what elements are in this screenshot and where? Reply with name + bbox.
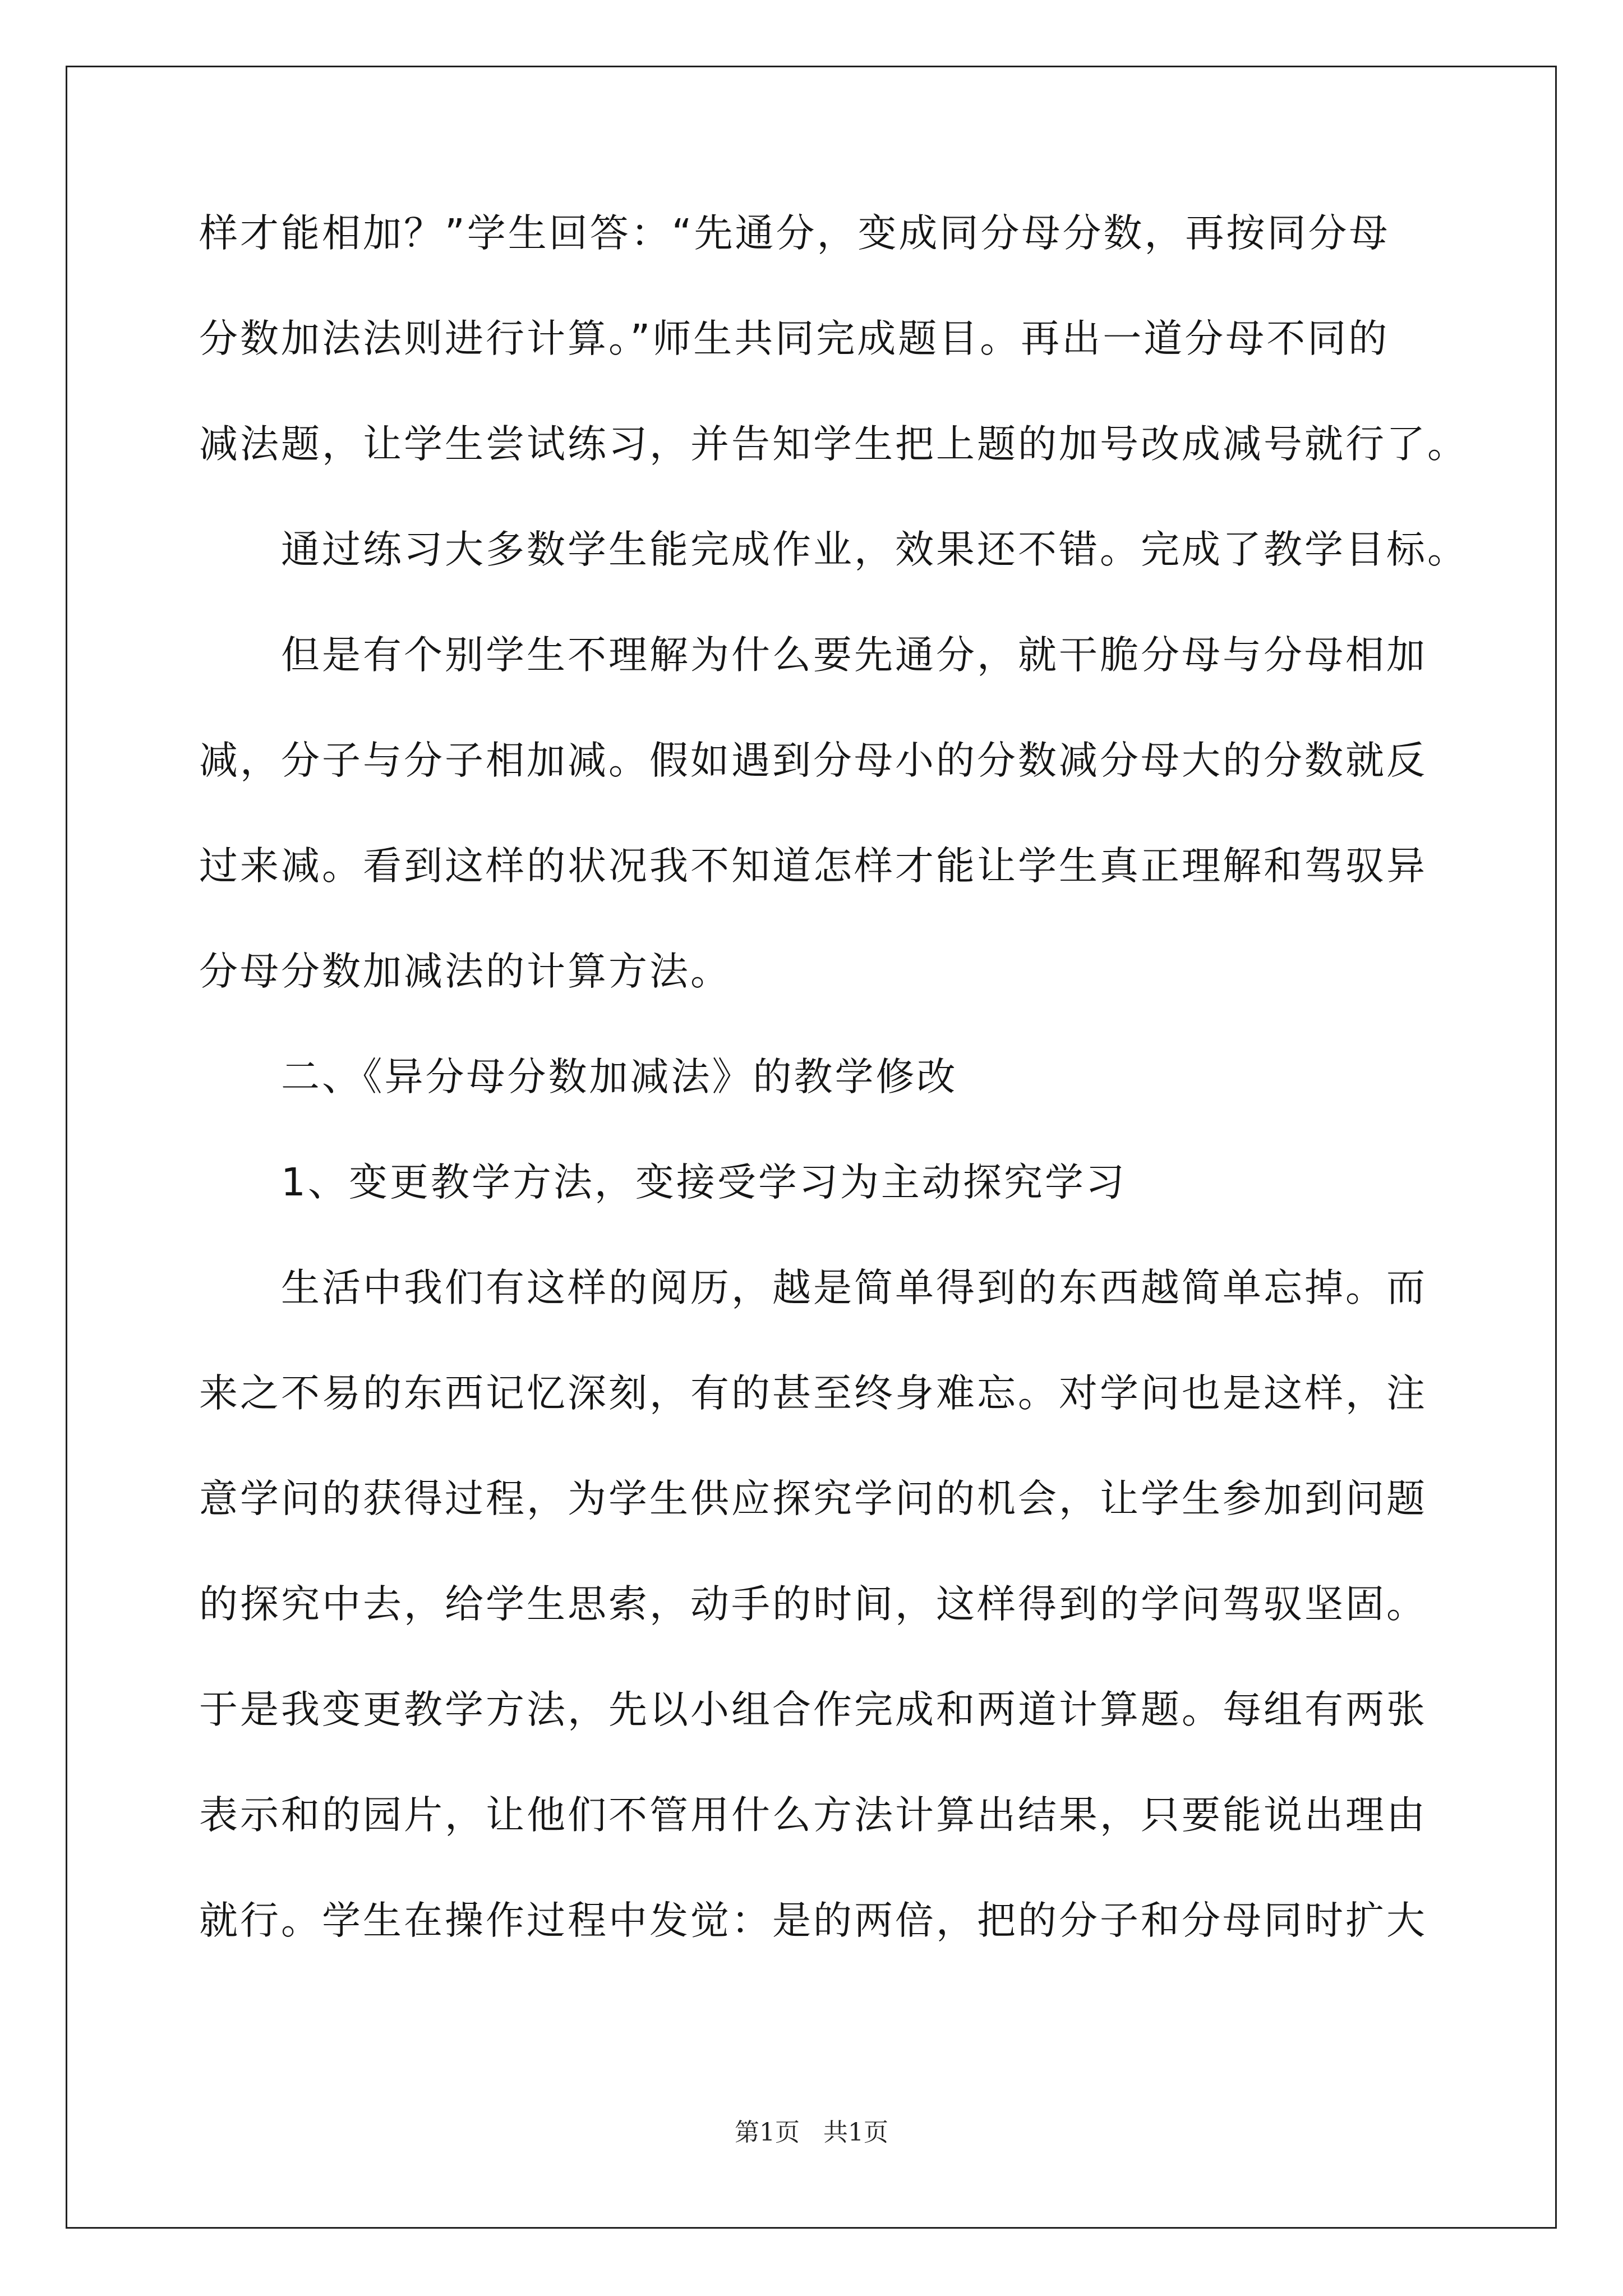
text-line: 于是我变更教学方法，先以小组合作完成和两道计算题。每组有两张: [199, 1687, 1427, 1732]
text-line: 减，分子与分子相加减。假如遇到分母小的分数减分母大的分数就反: [199, 738, 1427, 783]
text-line: 通过练习大多数学生能完成作业，效果还不错。完成了教学目标。: [281, 527, 1468, 572]
text-line: 过来减。看到这样的状况我不知道怎样才能让学生真正理解和驾驭异: [199, 844, 1427, 889]
text-line: 样才能相加？”学生回答：“先通分，变成同分母分数，再按同分母: [199, 211, 1390, 256]
text-line: 减法题，让学生尝试练习，并告知学生把上题的加号改成减号就行了。: [199, 422, 1468, 467]
section-heading: 二、《异分母分数加减法》的教学修改: [281, 1055, 958, 1099]
text-line: 的探究中去，给学生思索，动手的时间，这样得到的学问驾驭坚固。: [199, 1582, 1427, 1627]
subsection-heading: 1、变更教学方法，变接受学习为主动探究学习: [281, 1160, 1127, 1205]
document-body: [199, 211, 1468, 2006]
text-line: 分数加法法则进行计算。”师生共同完成题目。再出一道分母不同的: [199, 316, 1390, 361]
text-line: 来之不易的东西记忆深刻，有的甚至终身难忘。对学问也是这样，注: [199, 1371, 1427, 1416]
text-line: 生活中我们有这样的阅历，越是简单得到的东西越简单忘掉。而: [281, 1266, 1427, 1310]
text-line: 分母分数加减法的计算方法。: [199, 949, 731, 994]
text-line: 意学问的获得过程，为学生供应探究学问的机会，让学生参加到问题: [199, 1476, 1427, 1521]
page-number-footer: 第1页 共1页: [735, 2118, 888, 2147]
text-line: 但是有个别学生不理解为什么要先通分，就干脆分母与分母相加: [281, 633, 1427, 678]
text-line: 就行。学生在操作过程中发觉：是的两倍，把的分子和分母同时扩大: [199, 1898, 1427, 1943]
text-line: 表示和的园片，让他们不管用什么方法计算出结果，只要能说出理由: [199, 1793, 1427, 1838]
